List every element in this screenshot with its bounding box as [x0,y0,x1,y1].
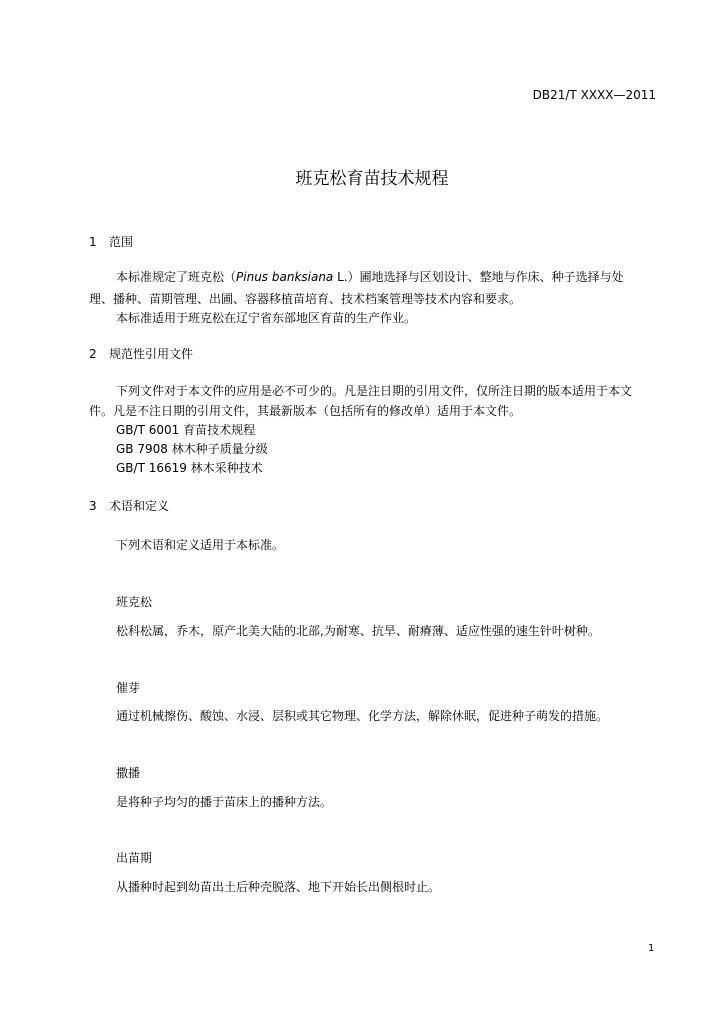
section-2-title: 规范性引用文件 [109,347,194,361]
para-text: 本标准规定了班克松（ [116,270,237,284]
latin-author: L. [333,270,348,284]
term-definition: 通过机械擦伤、酸蚀、水浸、层积或其它物理、化学方法，解除休眠，促进种子萌发的措施。 [116,709,609,723]
reference-item: GB/T 16619 林木采种技术 [116,461,263,475]
term-name: 撒播 [116,766,141,780]
para-text: ）圃地选择与区划设计、整地与作床、种子选择与处 [347,270,624,284]
document-code: DB21/T XXXX—2011 [532,88,656,102]
section-1-para1-line2: 理、播种、苗期管理、出圃、容器移植苗培育、技术档案管理等技术内容和要求。 [89,292,522,306]
section-1-para2: 本标准适用于班克松在辽宁省东部地区育苗的生产作业。 [116,311,417,325]
term-name: 催芽 [116,681,141,695]
page-number: 1 [648,943,655,954]
section-3-title: 术语和定义 [109,499,170,513]
section-1-title: 范围 [109,235,134,249]
term-name: 班克松 [116,595,153,609]
section-3-heading [89,497,169,515]
reference-item: GB/T 6001 育苗技术规程 [116,423,256,437]
term-definition: 松科松属，乔木，原产北美大陆的北部,为耐寒、抗旱、耐瘠薄、适应性强的速生针叶树种。 [116,624,600,638]
section-3-number: 3 [89,499,97,513]
term-definition: 是将种子均匀的播于苗床上的播种方法。 [116,795,333,809]
term-name: 出苗期 [116,851,153,865]
section-1-para1-line1 [116,268,624,286]
reference-item: GB 7908 林木种子质量分级 [116,442,268,456]
section-2-para1-line1: 下列文件对于本文件的应用是必不可少的。凡是注日期的引用文件，仅所注日期的版本适用于本文 [116,384,633,398]
document-title: 班克松育苗技术规程 [295,169,449,189]
section-2-heading [89,345,193,363]
section-2-para1-line2: 件。凡是不注日期的引用文件，其最新版本（包括所有的修改单）适用于本文件。 [89,404,522,418]
section-1-heading [89,233,133,251]
section-2-number: 2 [89,347,97,361]
latin-name: Pinus banksiana [236,270,334,284]
section-1-number: 1 [89,235,97,249]
section-3-intro: 下列术语和定义适用于本标准。 [116,538,285,552]
term-definition: 从播种时起到幼苗出土后种壳脱落、地下开始长出侧根时止。 [116,880,441,894]
